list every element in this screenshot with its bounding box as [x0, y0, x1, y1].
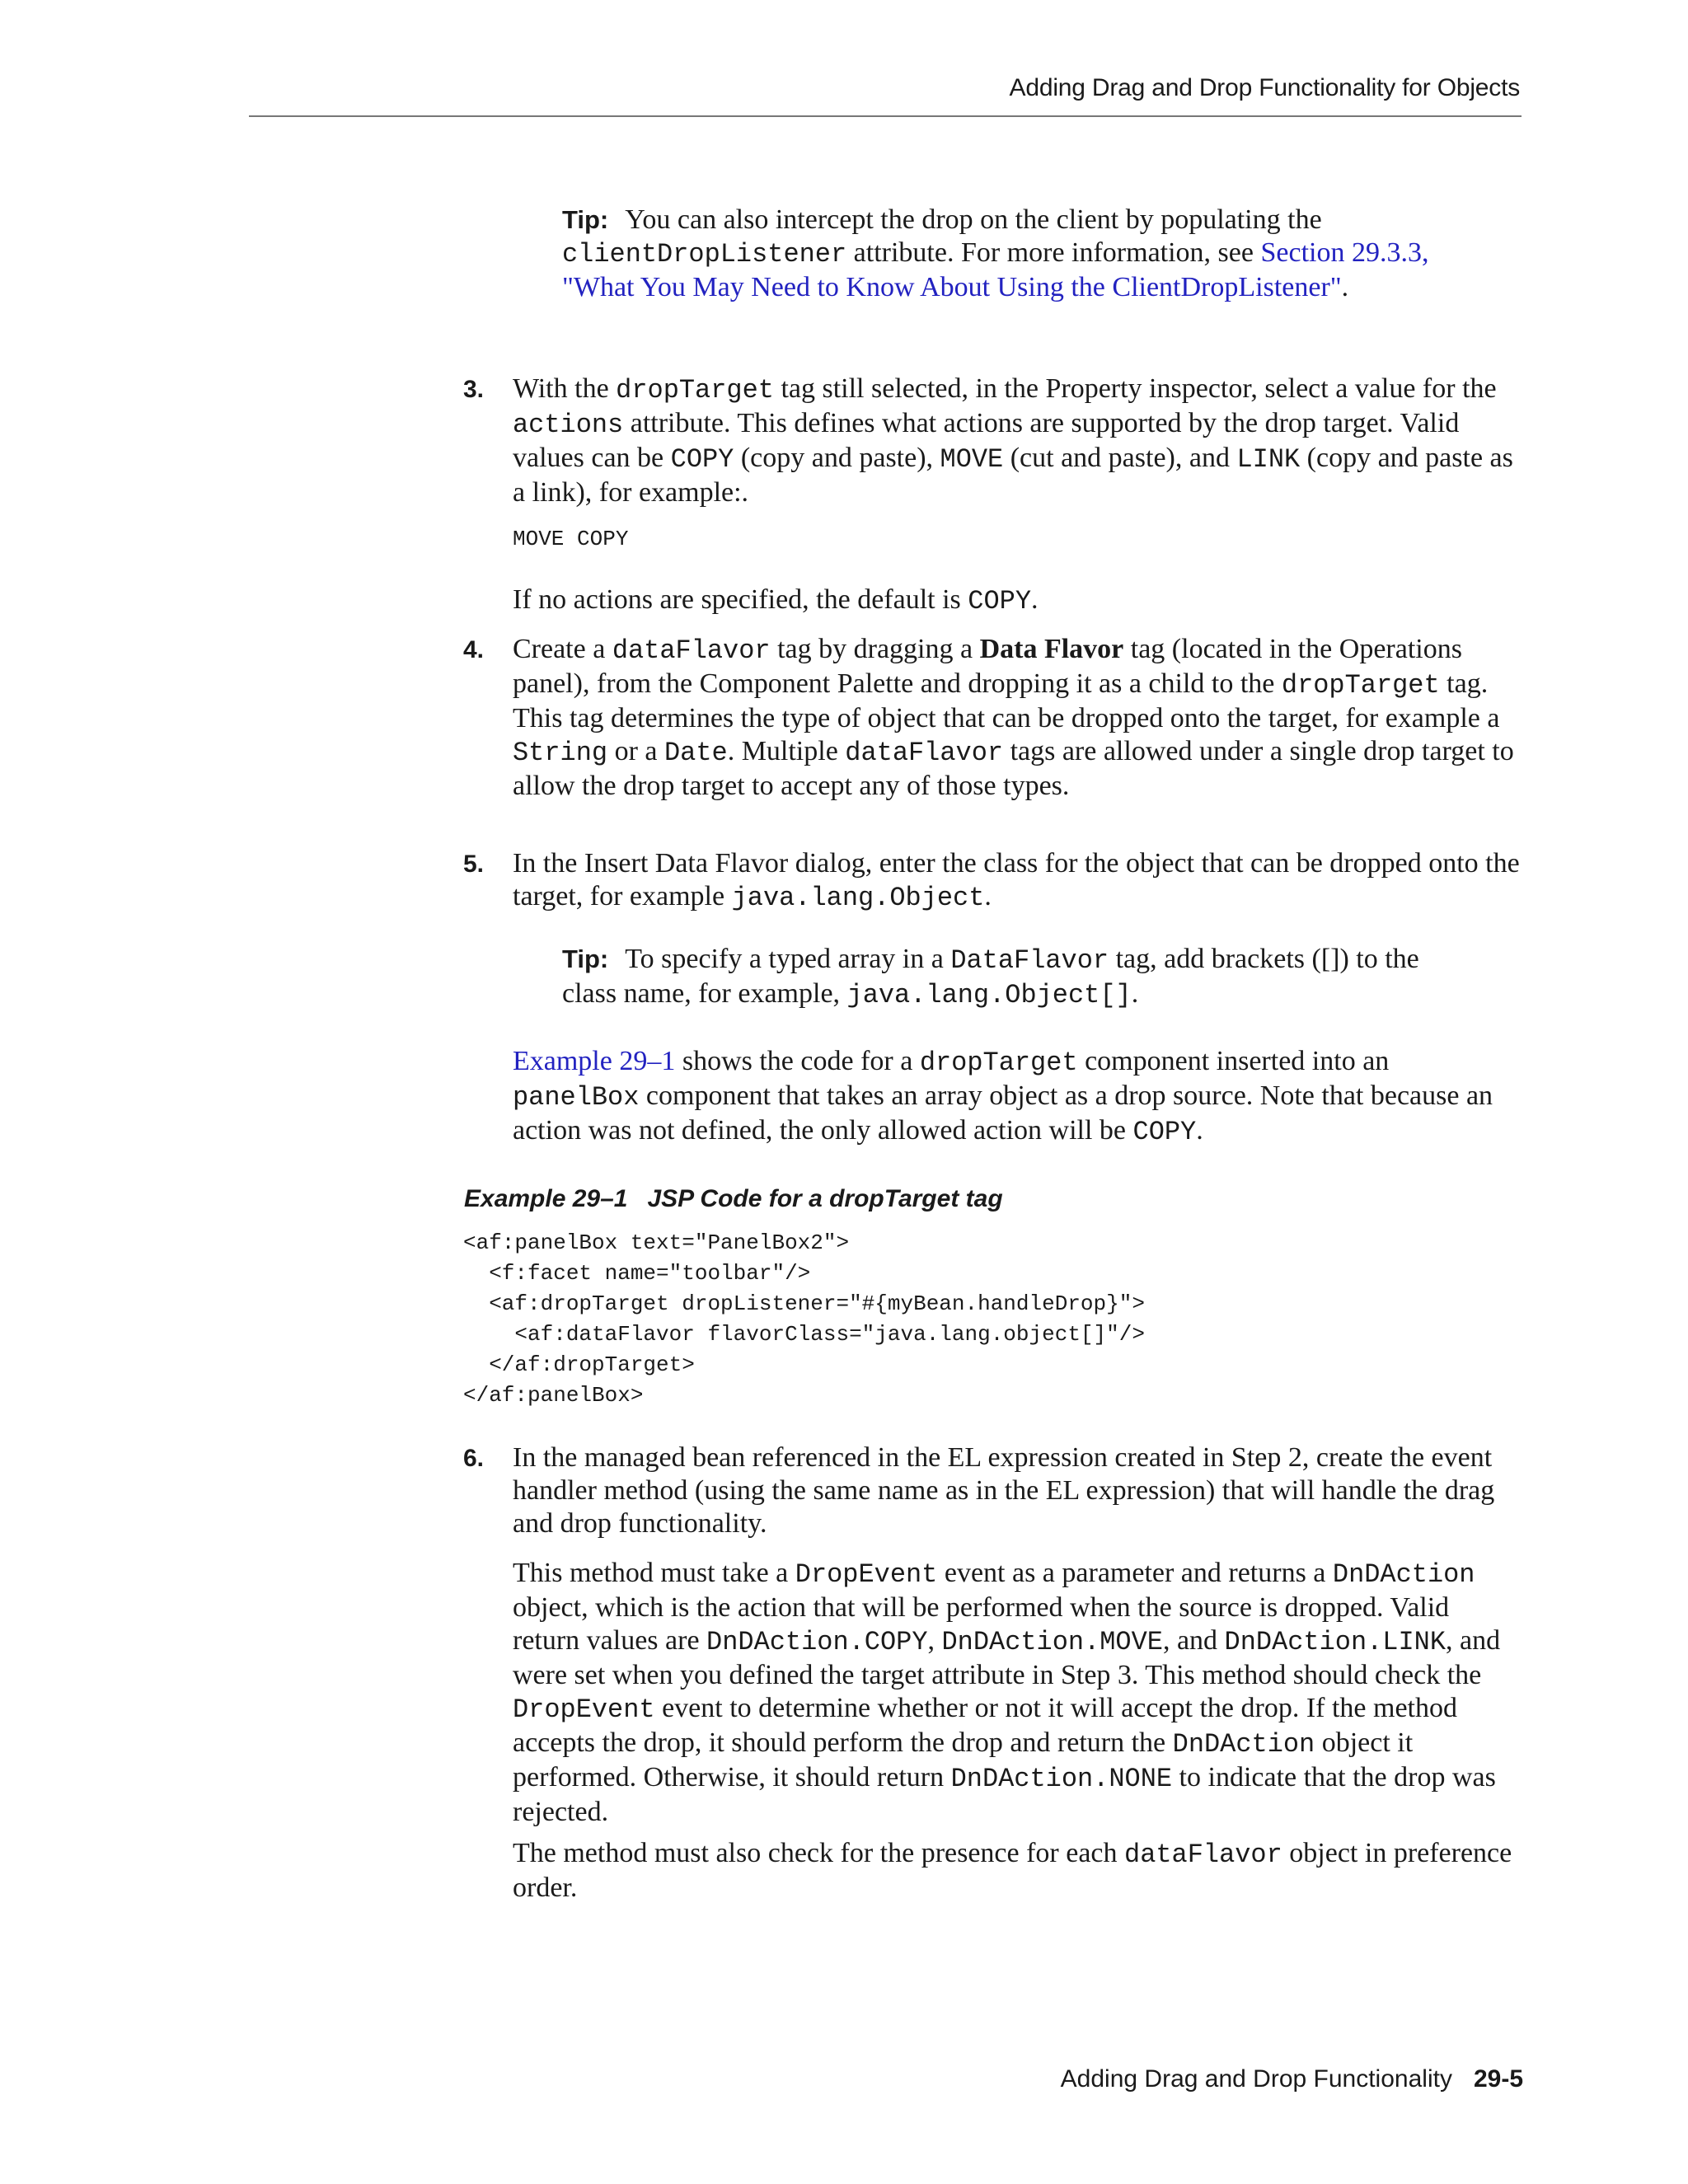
step-6-method-paragraph: This method must take a DropEvent event as a parameter and returns a DnDAction object, which is the action that will be performed when the source is dropped. Valid return values are DnDAction.COPY, DnDAction.MOVE, and DnDAction.LINK, and were set when you defined the target attribute in Step 3. This method should check the DropEvent event to determine whether or not it will accept the drop. If the method accepts the drop, it should perform the drop and return the DnDAction object it performed. Otherwise, it should return DnDAction.NONE to indicate that the drop was rejected. [513, 1558, 1501, 1827]
step-4-text: Create a dataFlavor tag by dragging a Data Flavor tag (located in the Operations panel), from the Component Palette and dropping it as a child to the dropTarget tag. This tag determines the type of object that can be dropped onto the target, for example a String or a Date. Multiple dataFlavor tags are allowed under a single drop target to allow the drop target to accept any of those types. [513, 634, 1514, 801]
step-6-text: In the managed bean referenced in the EL expression created in Step 2, create the event handler method (using the same name as in the EL expression) that will handle the drag and drop functionality. [513, 1442, 1495, 1539]
jsp-code-block: <af:panelBox text="PanelBox2"> <f:facet name="toolbar"/> <af:dropTarget dropListener="#{myBean.handleDrop}"> <af:dataFlavor flavorClass="java.lang.object[]"/> </af:dropTarget> </af:panelBox> [463, 1230, 1145, 1408]
step-5-text: In the Insert Data Flavor dialog, enter the class for the object that can be dropped onto the target, for example java.lang.Object. [513, 848, 1520, 913]
default-action-text: If no actions are specified, the default is COPY. [513, 584, 1039, 616]
header-rule [249, 115, 1522, 117]
actions-code-example: MOVE COPY [513, 527, 629, 551]
tip-note: Tip: You can also intercept the drop on the client by populating the clientDropListener attribute. For more information, see Section 29.3.3, "What You May Need to Know About Using the ClientDropListener". [562, 204, 1429, 302]
example-intro-text: Example 29–1 shows the code for a dropTarget component inserted into an panelBox component that takes an array object as a drop source. Note that because an action was not defined, the only allowed action will be COPY. [513, 1046, 1493, 1147]
step-number: 6. [463, 1445, 485, 1472]
page-footer [1061, 2065, 1523, 2093]
running-header: Adding Drag and Drop Functionality for Objects [1009, 74, 1520, 101]
step-6-dataflavor-paragraph: The method must also check for the presence for each dataFlavor object in preference order. [513, 1838, 1512, 1903]
step-number: 5. [463, 851, 485, 878]
section-link[interactable]: Section 29.3.3, "What You May Need to Know About Using the ClientDropListener" [562, 237, 1429, 302]
example-link[interactable]: Example 29–1 [513, 1046, 676, 1076]
inline-code: clientDropListener [562, 239, 847, 269]
tip-label: Tip: [562, 205, 609, 234]
page-number: 29-5 [1473, 2065, 1523, 2093]
example-title: Example 29–1 JSP Code for a dropTarget tag [464, 1185, 1003, 1212]
tip-label: Tip: [562, 944, 609, 973]
step-number: 4. [463, 636, 485, 663]
step-3-text: With the dropTarget tag still selected, in the Property inspector, select a value for the actions attribute. This defines what actions are supported by the drop target. Valid values can be COPY (copy and paste), MOVE (cut and paste), and LINK (copy and paste as a link), for example:. [513, 373, 1513, 508]
tip-note: Tip: To specify a typed array in a DataFlavor tag, add brackets ([]) to the class name, for example, java.lang.Object[]. [562, 944, 1419, 1010]
step-number: 3. [463, 376, 485, 403]
ui-label: Data Flavor [979, 634, 1124, 664]
footer-chapter-title: Adding Drag and Drop Functionality [1060, 2065, 1452, 2093]
